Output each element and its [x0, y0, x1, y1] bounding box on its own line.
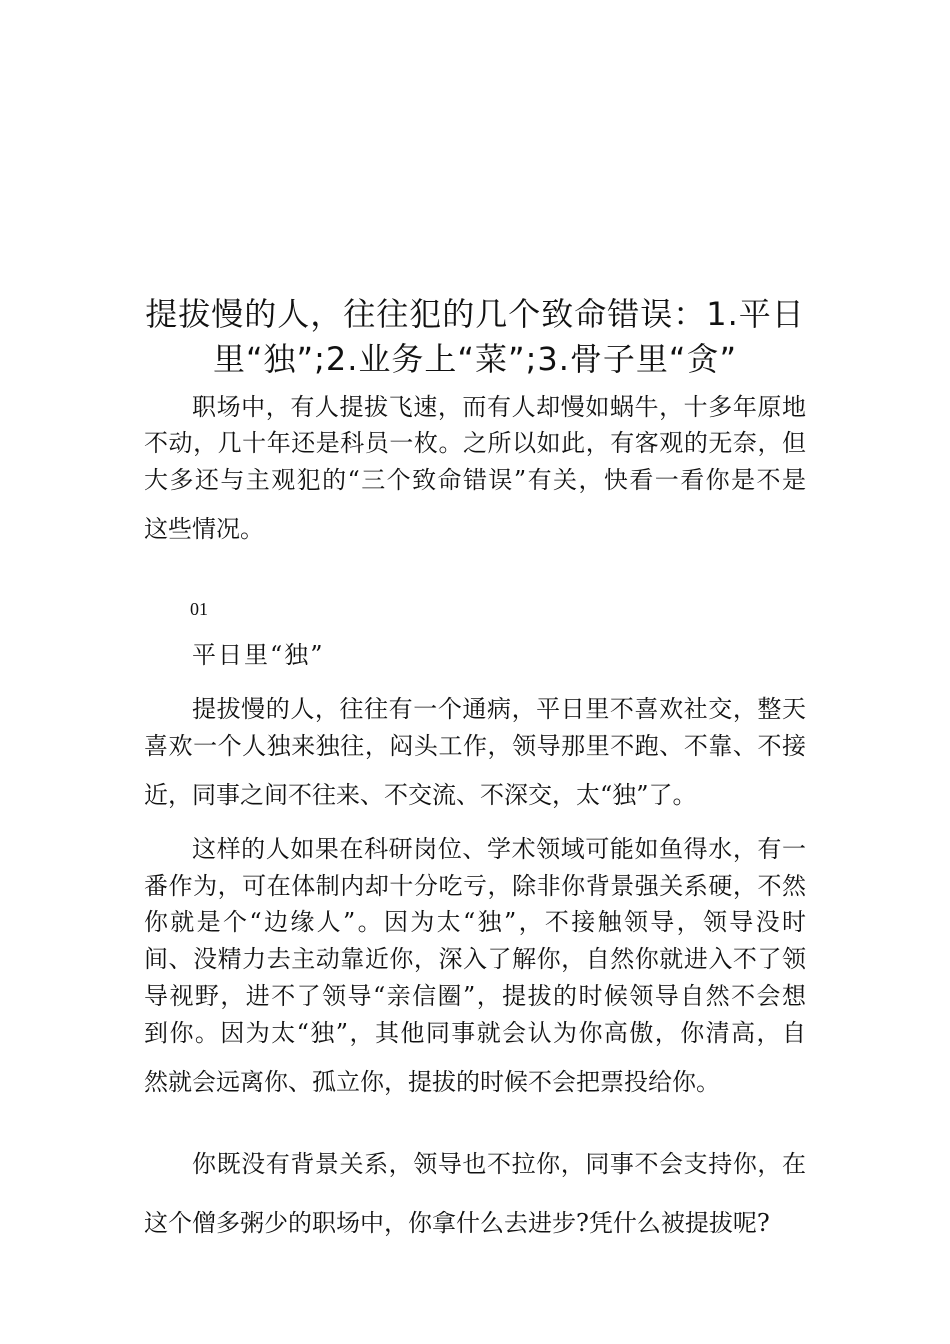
intro-line-2: 不动，几十年还是科员一枚。之所以如此，有客观的无奈，但 — [144, 429, 806, 457]
para1-line-3: 近，同事之间不往来、不交流、不深交，太“独”了。 — [144, 781, 697, 809]
title-line-1: 提拔慢的人，往往犯的几个致命错误：1.平日 — [145, 295, 805, 333]
title-line-2: 里“独”;2.业务上“菜”;3.骨子里“贪” — [212, 340, 738, 378]
para3-line-2: 这个僧多粥少的职场中，你拿什么去进步?凭什么被提拔呢? — [144, 1209, 770, 1237]
intro-line-1: 职场中，有人提拔飞速，而有人却慢如蜗牛，十多年原地 — [192, 393, 806, 421]
para1-line-1: 提拔慢的人，往往有一个通病，平日里不喜欢社交，整天 — [192, 695, 806, 723]
section-number: 01 — [190, 599, 208, 619]
para2-line-1: 这样的人如果在科研岗位、学术领域可能如鱼得水，有一 — [192, 835, 806, 863]
document-title — [140, 292, 810, 382]
para2-line-4: 间、没精力去主动靠近你，深入了解你，自然你就进入不了领 — [144, 945, 806, 973]
para2-line-3: 你就是个“边缘人”。因为太“独”，不接触领导，领导没时 — [144, 908, 806, 936]
para1-line-2: 喜欢一个人独来独往，闷头工作，领导那里不跑、不靠、不接 — [144, 732, 806, 760]
para3-line-1: 你既没有背景关系，领导也不拉你，同事不会支持你，在 — [192, 1150, 806, 1178]
para2-line-2: 番作为，可在体制内却十分吃亏，除非你背景强关系硬，不然 — [144, 872, 806, 900]
section-heading: 平日里“独” — [192, 641, 325, 669]
para2-line-6: 到你。因为太“独”，其他同事就会认为你高傲，你清高，自 — [144, 1019, 806, 1047]
para2-line-5: 导视野，进不了领导“亲信圈”，提拔的时候领导自然不会想 — [144, 982, 806, 1010]
para2-line-7: 然就会远离你、孤立你，提拔的时候不会把票投给你。 — [144, 1068, 720, 1096]
intro-line-4: 这些情况。 — [144, 515, 264, 543]
intro-line-3: 大多还与主观犯的“三个致命错误”有关，快看一看你是不是 — [144, 466, 806, 494]
